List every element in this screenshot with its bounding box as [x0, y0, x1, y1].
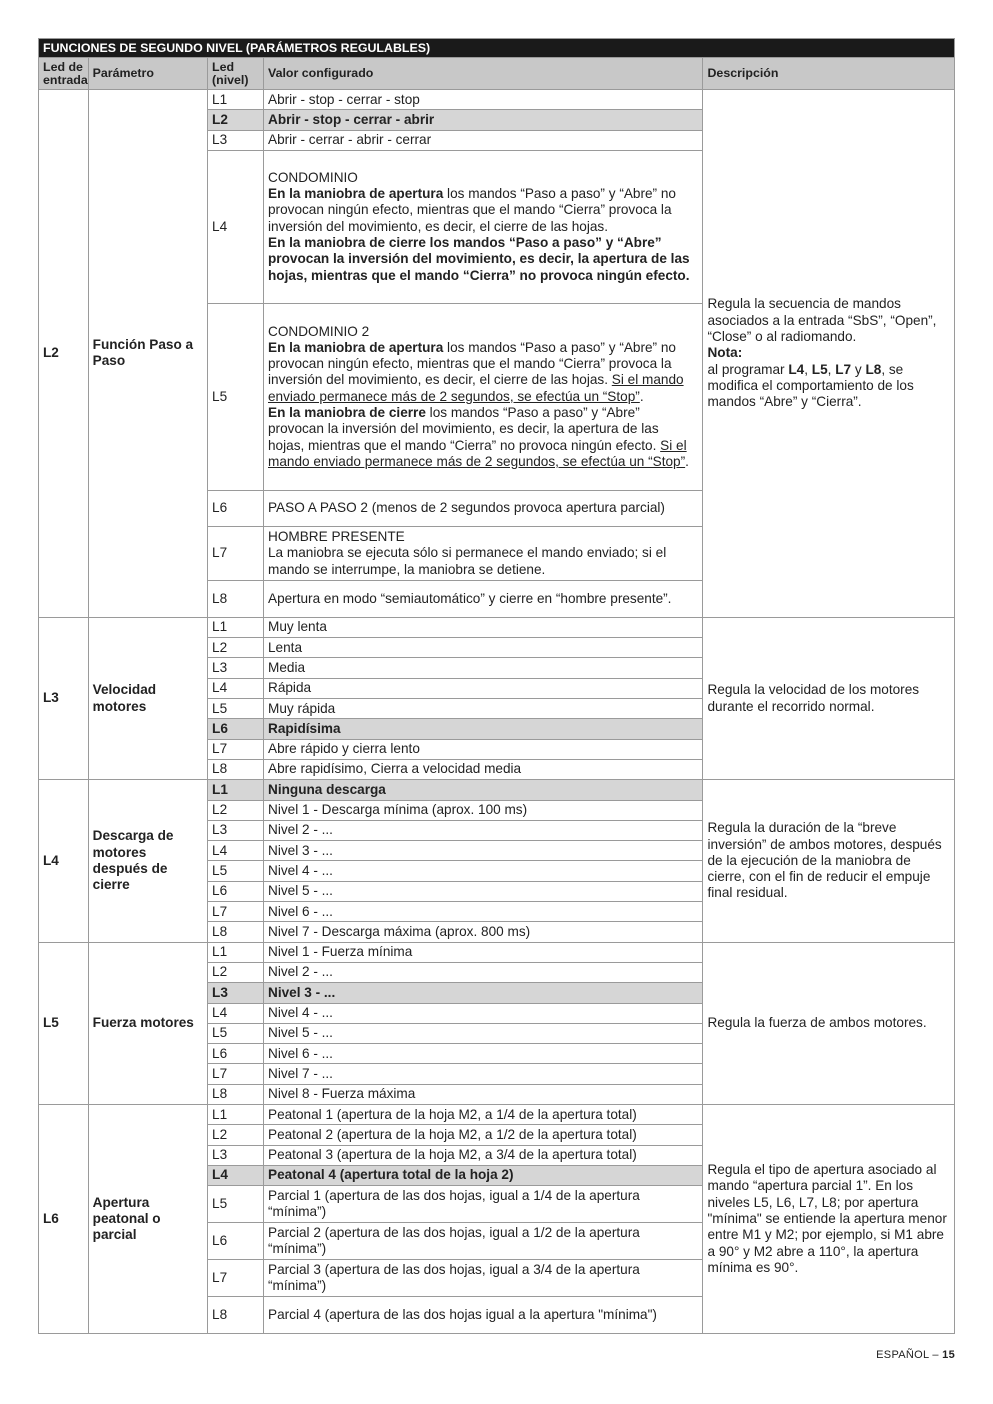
- value-cell: Rápida: [264, 678, 703, 698]
- value-cell: Muy rápida: [264, 699, 703, 719]
- value-cell: Abre rapidísimo, Cierra a velocidad media: [264, 759, 703, 779]
- table-row: [39, 617, 955, 637]
- level-cell: L8: [208, 759, 264, 779]
- group-param: Apertura peatonal o parcial: [88, 1105, 207, 1334]
- value-cell: Nivel 4 - ...: [264, 1003, 703, 1023]
- table-title-row: [39, 39, 955, 58]
- group-led: L3: [39, 617, 89, 779]
- level-cell: L2: [208, 1125, 264, 1145]
- group-description: Regula el tipo de apertura asociado al mando “apertura parcial 1”. En los niveles L5, L6, L7, L8; por apertura "mínima" se entiende la apertura menor entre M1 y M2; por ejemplo, si M1 abre a 90° y M2 abre a 110°, la apertura mínima es 90°.: [703, 1105, 955, 1334]
- value-cell: Lenta: [264, 638, 703, 658]
- value-cell: PASO A PASO 2 (menos de 2 segundos provoca apertura parcial): [264, 490, 703, 526]
- group-led: L2: [39, 90, 89, 618]
- desc-level: L4: [788, 361, 805, 377]
- value-text: los mandos “Paso a paso” y “Abre” no provocan ningún efecto, mientras que el mando “Cierra” provoca la inversión del movimiento, es decir, el cierre de las hojas.: [268, 339, 676, 388]
- level-cell: L3: [208, 130, 264, 150]
- value-cell: Apertura en modo “semiautomático” y cierre en “hombre presente”.: [264, 580, 703, 617]
- group-led: L6: [39, 1105, 89, 1334]
- value-bold: En la maniobra de apertura: [268, 339, 444, 355]
- level-cell: L3: [208, 658, 264, 678]
- group-param: Velocidad motores: [88, 617, 207, 779]
- group-param: Función Paso a Paso: [88, 90, 207, 618]
- group-param: Fuerza motores: [88, 942, 207, 1104]
- level-cell: L6: [208, 490, 264, 526]
- group-description: Regula la duración de la “breve inversión” de ambos motores, después de la ejecución de la maniobra de cierre, con el fin de reducir el empuje final residual.: [703, 780, 955, 942]
- value-cell: CONDOMINIO 2 En la maniobra de apertura los mandos “Paso a paso” y “Abre” no provocan ningún efecto, mientras que el mando “Cierra” provoca la inversión del movimiento, es decir, el cierre de las hojas. Si el mando enviado permanece más de 2 segundos, se efectúa un “Stop”. En la maniobra de cierre los mandos “Paso a paso” y “Abre” provocan la inversión del movimiento, es decir, la apertura de las hojas, mientras que el mando “Cierra” no provoca ningún efecto. Si el mando enviado permanece más de 2 segundos, se efectúa un “Stop”.: [264, 303, 703, 490]
- level-cell: L8: [208, 1084, 264, 1104]
- desc-sep: y: [851, 361, 866, 377]
- level-cell: L3: [208, 1145, 264, 1165]
- level-cell: L8: [208, 922, 264, 942]
- level-cell: L4: [208, 678, 264, 698]
- value-cell: Nivel 2 - ...: [264, 962, 703, 982]
- desc-level: L8: [865, 361, 882, 377]
- level-cell: L7: [208, 526, 264, 580]
- level-cell: L8: [208, 1297, 264, 1334]
- desc-sep: ,: [804, 361, 812, 377]
- value-cell: Abrir - cerrar - abrir - cerrar: [264, 130, 703, 150]
- level-cell: L7: [208, 1260, 264, 1297]
- header-led-nivel: Led (nivel): [208, 58, 264, 90]
- value-cell: Rapidísima: [264, 719, 703, 739]
- table-row: [39, 1105, 955, 1125]
- value-cell: Nivel 4 - ...: [264, 861, 703, 881]
- value-bold: En la maniobra de apertura: [268, 186, 444, 202]
- value-underlined: Si el mando enviado permanece más de 2 segundos, se efectúa un “Stop”: [268, 437, 687, 469]
- second-level-functions-table: [38, 38, 955, 1334]
- table-title: FUNCIONES DE SEGUNDO NIVEL (PARÁMETROS REGULABLES): [39, 39, 955, 58]
- value-cell: Ninguna descarga: [264, 780, 703, 800]
- level-cell: L7: [208, 739, 264, 759]
- value-cell: Nivel 7 - Descarga máxima (aprox. 800 ms): [264, 922, 703, 942]
- group-param: Descarga de motores después de cierre: [88, 780, 207, 942]
- value-cell: Muy lenta: [264, 617, 703, 637]
- group-description: Regula la fuerza de ambos motores.: [703, 942, 955, 1104]
- level-cell: L2: [208, 638, 264, 658]
- value-cell: Peatonal 3 (apertura de la hoja M2, a 3/4 de la apertura total): [264, 1145, 703, 1165]
- level-cell: L6: [208, 1223, 264, 1260]
- value-bold: En la maniobra de cierre los mandos “Paso a paso” y “Abre” provocan la inversión del movimiento, es decir, la apertura de las hojas, mientras que el mando “Cierra” no provoca ningún efecto.: [268, 235, 690, 283]
- group-description: [703, 90, 955, 618]
- value-title: CONDOMINIO 2: [268, 323, 370, 339]
- value-bold: En la maniobra de cierre: [268, 405, 426, 421]
- value-cell: [264, 526, 703, 580]
- desc-level: L7: [835, 361, 852, 377]
- value-cell: Abrir - stop - cerrar - abrir: [264, 110, 703, 130]
- header-parametro: Parámetro: [88, 58, 207, 90]
- value-cell: Parcial 2 (apertura de las dos hojas, igual a 1/2 de la apertura “mínima”): [264, 1223, 703, 1260]
- value-cell: Nivel 3 - ...: [264, 983, 703, 1003]
- value-cell: Nivel 1 - Descarga mínima (aprox. 100 ms): [264, 800, 703, 820]
- value-cell: Nivel 6 - ...: [264, 902, 703, 922]
- level-cell: L5: [208, 861, 264, 881]
- desc-text: , se modifica el comportamiento de los mandos “Abre” y “Cierra”.: [707, 361, 914, 410]
- value-cell: Nivel 3 - ...: [264, 841, 703, 861]
- level-cell: L7: [208, 1064, 264, 1084]
- value-text: los mandos “Paso a paso” y “Abre” no provocan ningún efecto, mientras que el mando “Cierra” provoca la inversión del movimiento, es decir, el cierre de las hojas.: [268, 186, 676, 234]
- header-led-entrada: Led de entrada: [39, 58, 89, 90]
- value-cell: Media: [264, 658, 703, 678]
- footer-language: ESPAÑOL –: [876, 1349, 943, 1361]
- level-cell: L7: [208, 902, 264, 922]
- level-cell: L6: [208, 719, 264, 739]
- desc-text: al programar: [707, 361, 789, 377]
- value-cell: Peatonal 2 (apertura de la hoja M2, a 1/2 de la apertura total): [264, 1125, 703, 1145]
- desc-text: Regula la secuencia de mandos asociados a la entrada “SbS”, “Open”, “Close” o al radiomando.: [707, 296, 937, 344]
- value-underlined: Si el mando enviado permanece más de 2 segundos, se efectúa un “Stop”: [268, 372, 684, 404]
- level-cell: L6: [208, 1044, 264, 1064]
- table-row: [39, 942, 955, 962]
- value-cell: Nivel 5 - ...: [264, 881, 703, 901]
- level-cell: L1: [208, 1105, 264, 1125]
- desc-note-label: Nota:: [707, 345, 743, 361]
- value-title: CONDOMINIO: [268, 169, 358, 185]
- value-cell: Nivel 6 - ...: [264, 1044, 703, 1064]
- level-cell: L5: [208, 699, 264, 719]
- desc-sep: ,: [827, 361, 836, 377]
- level-cell: L1: [208, 780, 264, 800]
- level-cell: L5: [208, 1023, 264, 1043]
- level-cell: L1: [208, 942, 264, 962]
- level-cell: L2: [208, 962, 264, 982]
- value-cell: Abre rápido y cierra lento: [264, 739, 703, 759]
- level-cell: L6: [208, 881, 264, 901]
- group-description: Regula la velocidad de los motores durante el recorrido normal.: [703, 617, 955, 779]
- level-cell: L5: [208, 303, 264, 490]
- level-cell: L3: [208, 983, 264, 1003]
- table-row: [39, 780, 955, 800]
- value-cell: Peatonal 4 (apertura total de la hoja 2): [264, 1165, 703, 1185]
- value-cell: Parcial 3 (apertura de las dos hojas, igual a 3/4 de la apertura “mínima”): [264, 1260, 703, 1297]
- value-title: HOMBRE PRESENTE: [268, 528, 405, 544]
- level-cell: L2: [208, 800, 264, 820]
- value-cell: Nivel 1 - Fuerza mínima: [264, 942, 703, 962]
- value-cell: Peatonal 1 (apertura de la hoja M2, a 1/4 de la apertura total): [264, 1105, 703, 1125]
- level-cell: L2: [208, 110, 264, 130]
- page-number: 15: [942, 1349, 955, 1361]
- value-cell: Nivel 8 - Fuerza máxima: [264, 1084, 703, 1104]
- level-cell: L1: [208, 90, 264, 110]
- value-text: los mandos “Paso a paso” y “Abre” provocan la inversión del movimiento, es decir, la apertura de las hojas, mientras que el mando “Cierra” no provoca ningún efecto.: [268, 405, 661, 453]
- value-cell: Abrir - stop - cerrar - stop: [264, 90, 703, 110]
- level-cell: L8: [208, 580, 264, 617]
- level-cell: L4: [208, 1003, 264, 1023]
- parameters-table-container: [38, 38, 955, 1334]
- group-led: L5: [39, 942, 89, 1104]
- header-descripcion: Descripción: [703, 58, 955, 90]
- level-cell: L4: [208, 841, 264, 861]
- value-cell: Nivel 2 - ...: [264, 820, 703, 840]
- desc-level: L5: [811, 361, 828, 377]
- header-valor: Valor configurado: [264, 58, 703, 90]
- group-led: L4: [39, 780, 89, 942]
- level-cell: L4: [208, 1165, 264, 1185]
- table-header-row: [39, 58, 955, 90]
- value-cell: Parcial 4 (apertura de las dos hojas igual a la apertura "mínima"): [264, 1297, 703, 1334]
- level-cell: L3: [208, 820, 264, 840]
- value-cell: Parcial 1 (apertura de las dos hojas, igual a 1/4 de la apertura “mínima”): [264, 1186, 703, 1223]
- page-footer: [876, 1349, 955, 1361]
- value-text: La maniobra se ejecuta sólo si permanece el mando enviado; si el mando se interrumpe, la maniobra se detiene.: [268, 545, 667, 577]
- level-cell: L1: [208, 617, 264, 637]
- value-cell: Nivel 5 - ...: [264, 1023, 703, 1043]
- value-cell: [264, 150, 703, 303]
- table-row: [39, 90, 955, 110]
- value-cell: Nivel 7 - ...: [264, 1064, 703, 1084]
- level-cell: L4: [208, 150, 264, 303]
- level-cell: L5: [208, 1186, 264, 1223]
